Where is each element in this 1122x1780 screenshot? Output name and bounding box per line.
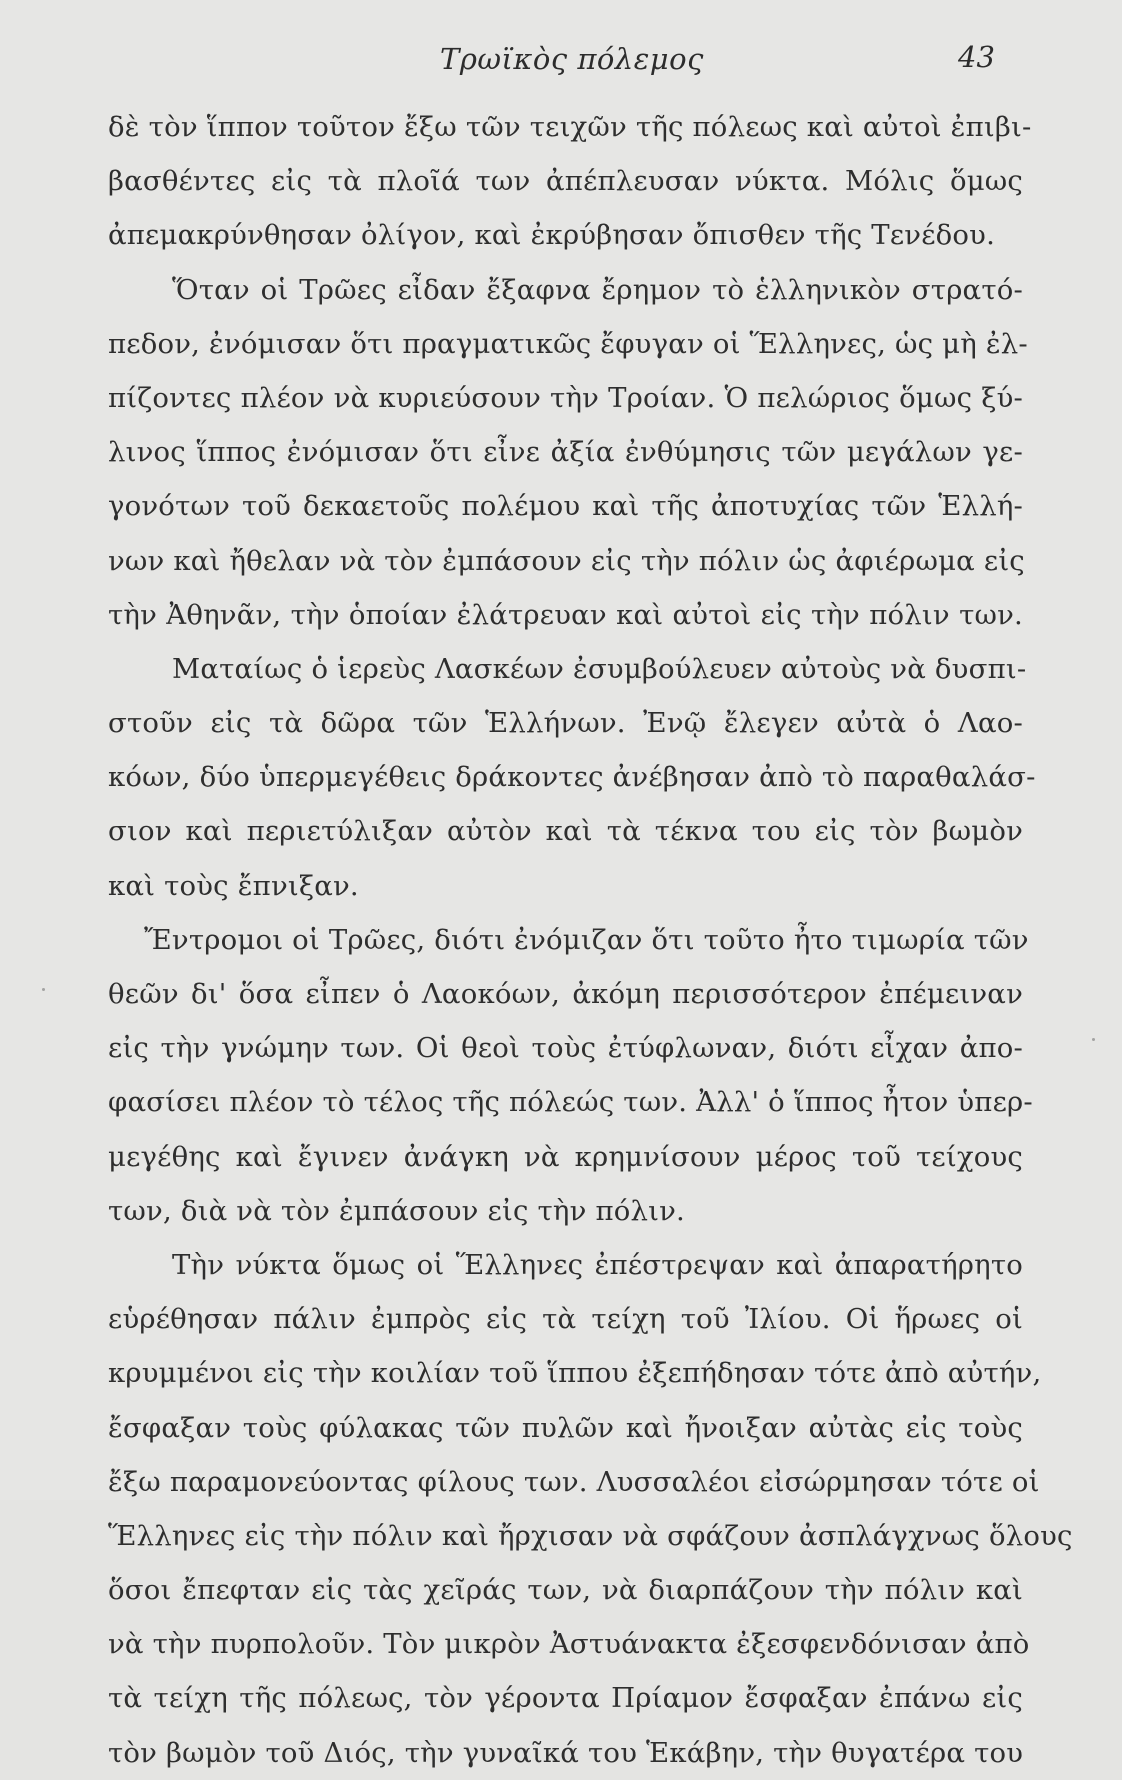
- text-line: πίζοντες πλέον νὰ κυριεύσουν τὴν Τροίαν. Ὁ πελώριος ὅμως ξύ-: [108, 381, 1023, 414]
- text-line: Τὴν νύκτα ὅμως οἱ Ἕλληνες ἐπέστρεψαν καὶ ἀπαρατήρητο: [172, 1248, 1023, 1281]
- text-line: λινος ἵππος ἐνόμισαν ὅτι εἶνε ἀξία ἐνθύμησις τῶν μεγάλων γε-: [108, 436, 1023, 469]
- text-line: δὲ τὸν ἵππον τοῦτον ἔξω τῶν τειχῶν τῆς πόλεως καὶ αὐτοὶ ἐπιβι-: [108, 111, 1032, 143]
- text-line: ἔξω παραμονεύοντας φίλους των. Λυσσαλέοι εἰσώρμησαν τότε οἱ: [108, 1465, 1040, 1498]
- text-line: καὶ τοὺς ἔπνιξαν.: [108, 869, 359, 902]
- running-header: [0, 42, 1122, 88]
- text-line: Ματαίως ὁ ἱερεὺς Λασκέων ἐσυμβούλευεν αὐτοὺς νὰ δυσπι-: [172, 652, 1027, 685]
- text-line: γονότων τοῦ δεκαετοῦς πολέμου καὶ τῆς ἀποτυχίας τῶν Ἑλλή-: [108, 490, 1023, 523]
- text-line: ἔσφαξαν τοὺς φύλακας τῶν πυλῶν καὶ ἤνοιξαν αὐτὰς εἰς τοὺς: [108, 1411, 1023, 1444]
- text-line: νων καὶ ἤθελαν νὰ τὸν ἐμπάσουν εἰς τὴν πόλιν ὡς ἀφιέρωμα εἰς: [108, 544, 1025, 577]
- paper-speck: [42, 988, 45, 991]
- text-line: ὅσοι ἔπεφταν εἰς τὰς χεῖράς των, νὰ διαρπάζουν τὴν πόλιν καὶ: [108, 1574, 1023, 1607]
- text-line: τὴν Ἀθηνᾶν, τὴν ὁποίαν ἐλάτρευαν καὶ αὐτοὶ εἰς τὴν πόλιν των.: [108, 598, 1023, 631]
- text-line: κόων, δύο ὑπερμεγέθεις δράκοντες ἀνέβησαν ἀπὸ τὸ παραθαλάσ-: [108, 761, 1036, 794]
- text-line: ἀπεμακρύνθησαν ὀλίγον, καὶ ἐκρύβησαν ὄπισθεν τῆς Τενέδου.: [108, 219, 996, 252]
- text-line: Ὅταν οἱ Τρῶες εἶδαν ἔξαφνα ἔρημον τὸ ἑλληνικὸν στρατό-: [172, 273, 1023, 306]
- running-title: Τρωϊκὸς πόλεμος: [440, 42, 704, 76]
- text-line: εἰς τὴν γνώμην των. Οἱ θεοὶ τοὺς ἐτύφλωναν, διότι εἶχαν ἀπο-: [108, 1032, 1023, 1065]
- text-line: Ἕλληνες εἰς τὴν πόλιν καὶ ἤρχισαν νὰ σφάζουν ἀσπλάγχνως ὅλους: [108, 1519, 1073, 1552]
- body-text: [108, 100, 1073, 1780]
- text-line: κρυμμένοι εἰς τὴν κοιλίαν τοῦ ἵππου ἐξεπήδησαν τότε ἀπὸ αὐτήν,: [108, 1357, 1042, 1390]
- text-line: εὑρέθησαν πάλιν ἐμπρὸς εἰς τὰ τείχη τοῦ Ἰλίου. Οἱ ἥρωες οἱ: [108, 1303, 1023, 1336]
- text-line: των, διὰ νὰ τὸν ἐμπάσουν εἰς τὴν πόλιν.: [108, 1194, 685, 1227]
- text-line: σιον καὶ περιετύλιξαν αὐτὸν καὶ τὰ τέκνα του εἰς τὸν βωμὸν: [108, 815, 1023, 848]
- text-line: μεγέθης καὶ ἔγινεν ἀνάγκη νὰ κρημνίσουν μέρος τοῦ τείχους: [108, 1140, 1023, 1173]
- text-line: νὰ τὴν πυρπολοῦν. Τὸν μικρὸν Ἀστυάνακτα ἐξεσφενδόνισαν ἀπὸ: [108, 1628, 1030, 1661]
- text-line: τὰ τείχη τῆς πόλεως, τὸν γέροντα Πρίαμον ἔσφαξαν ἐπάνω εἰς: [108, 1682, 1023, 1715]
- text-line: στοῦν εἰς τὰ δῶρα τῶν Ἑλλήνων. Ἐνῷ ἔλεγεν αὐτὰ ὁ Λαο-: [108, 707, 1023, 740]
- text-line: τὸν βωμὸν τοῦ Διός, τὴν γυναῖκά του Ἑκάβην, τὴν θυγατέρα του: [108, 1736, 1024, 1769]
- paper-speck: [1092, 1038, 1095, 1041]
- text-line: πεδον, ἐνόμισαν ὅτι πραγματικῶς ἔφυγαν οἱ Ἕλληνες, ὡς μὴ ἐλ-: [108, 327, 1028, 360]
- text-line: θεῶν δι' ὅσα εἶπεν ὁ Λαοκόων, ἀκόμη περισσότερον ἐπέμειναν: [108, 978, 1023, 1010]
- text-line: Ἔντρομοι οἱ Τρῶες, διότι ἐνόμιζαν ὅτι τοῦτο ἦτο τιμωρία τῶν: [144, 923, 1029, 956]
- text-line: φασίσει πλέον τὸ τέλος τῆς πόλεώς των. Ἀλλ' ὁ ἵππος ἦτον ὑπερ-: [108, 1086, 1033, 1119]
- page-number: 43: [958, 40, 995, 74]
- text-line: βασθέντες εἰς τὰ πλοῖά των ἀπέπλευσαν νύκτα. Μόλις ὅμως: [108, 165, 1023, 198]
